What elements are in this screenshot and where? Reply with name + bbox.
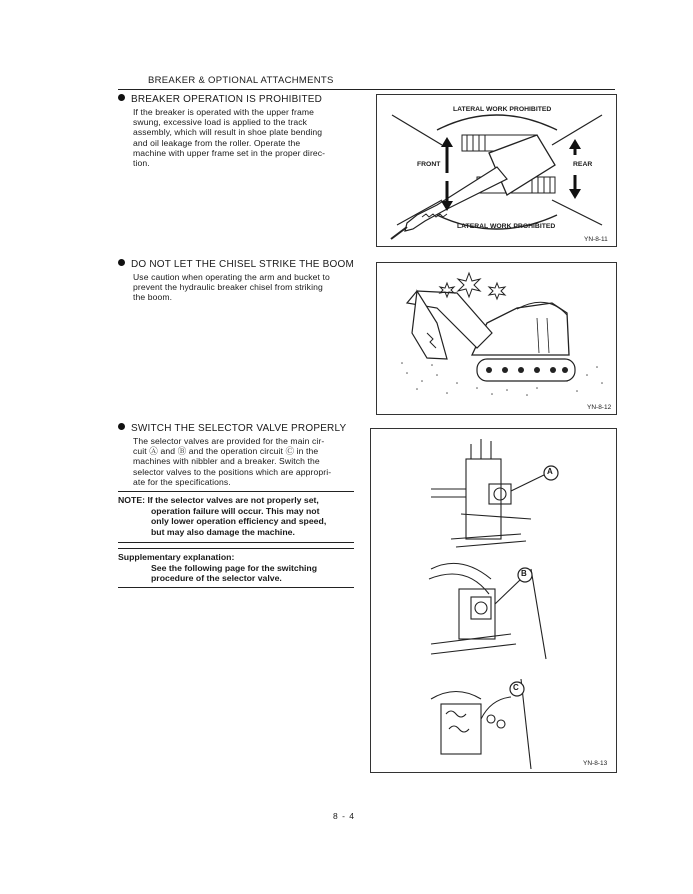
section-2-body: Use caution when operating the arm and bucket to prevent the hydraulic breaker chisel from striking the boom. — [133, 272, 330, 303]
note-rule-top — [118, 491, 354, 492]
marker-c: C — [513, 683, 519, 692]
note-block: NOTE: If the selector valves are not properly set, operation failure will occur. This may not only lower operation efficiency and speed, but may also damage the machine. — [118, 495, 327, 537]
header-rule — [118, 89, 615, 90]
figure-code: YN-8-11 — [584, 236, 608, 243]
label-lateral-top: LATERAL WORK PROHIBITED — [453, 106, 552, 113]
section-1-title: BREAKER OPERATION IS PROHIBITED — [118, 94, 322, 105]
supplementary-rule-top — [118, 548, 354, 549]
supplementary-block: Supplementary explanation: See the following page for the switching procedure of the selector valve. — [118, 552, 318, 583]
section-2-title: DO NOT LET THE CHISEL STRIKE THE BOOM — [118, 259, 354, 270]
selector-valve-illustration — [371, 429, 616, 772]
page-header: BREAKER & OPTIONAL ATTACHMENTS — [148, 75, 334, 86]
bullet-icon — [118, 423, 125, 430]
figure-chisel-boom — [376, 262, 617, 415]
bullet-icon — [118, 259, 125, 266]
figure-selector-valves — [370, 428, 617, 773]
marker-b: B — [521, 569, 527, 578]
page-number: 8 - 4 — [333, 811, 356, 821]
supplementary-rule-bottom — [118, 587, 354, 588]
excavator-side-view-illustration — [377, 263, 616, 414]
label-lateral-bottom: LATERAL WORK PROHIBITED — [457, 223, 556, 230]
figure-lateral-work — [376, 94, 617, 247]
section-1-body: If the breaker is operated with the upper frame swung, excessive load is applied to the track assembly, which will result in shoe plate bending and oil leakage from the roller. Operate the machine with upper frame set in the proper direc- tion. — [133, 107, 326, 169]
marker-a: A — [547, 467, 553, 476]
label-rear: REAR — [573, 161, 593, 168]
bullet-icon — [118, 94, 125, 101]
label-front: FRONT — [417, 161, 441, 168]
figure-code: YN-8-12 — [587, 404, 612, 411]
section-3-body: The selector valves are provided for the main cir- cuit Ⓐ and Ⓑ and the operation circuit Ⓒ in the machines with nibbler and a breaker. Switch the selector valves to the positions which are appropri- ate for the specifications. — [133, 436, 332, 487]
section-3-title: SWITCH THE SELECTOR VALVE PROPERLY — [118, 423, 346, 434]
note-rule-bottom — [118, 542, 354, 543]
figure-code: YN-8-13 — [583, 760, 608, 767]
